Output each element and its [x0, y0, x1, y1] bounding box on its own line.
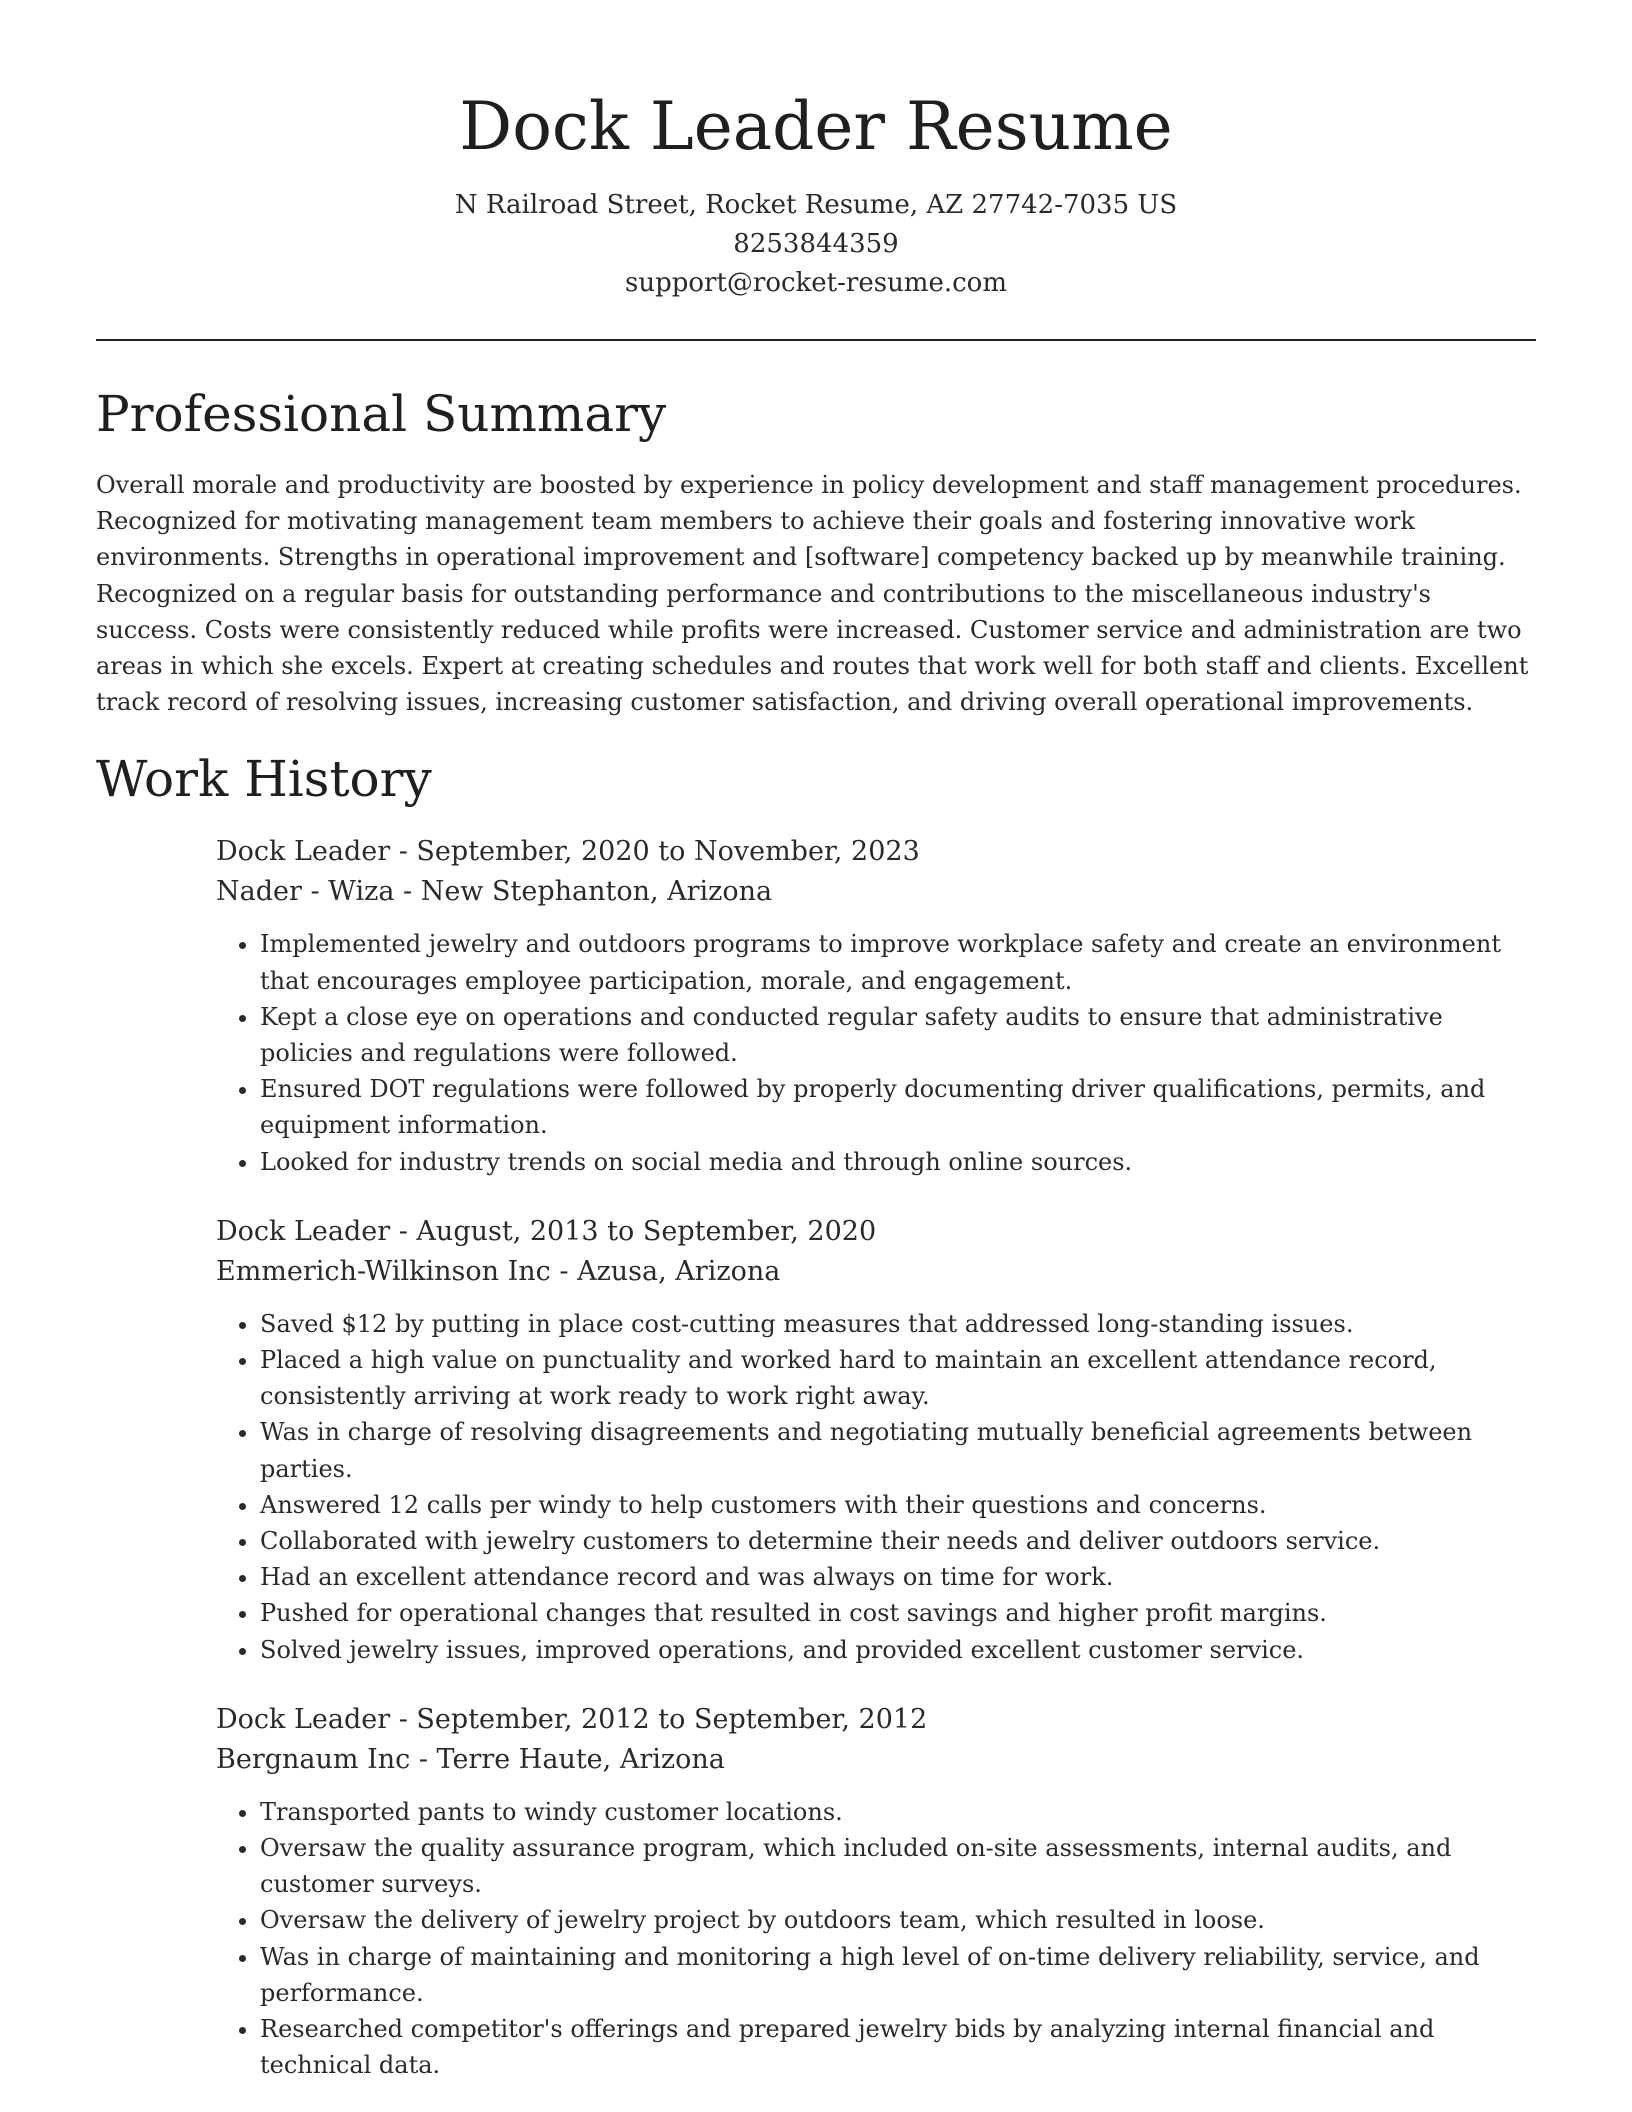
section-heading-summary: Professional Summary — [96, 385, 667, 443]
job-company-location: Emmerich-Wilkinson Inc - Azusa, Arizona — [216, 1255, 781, 1287]
job-bullet: • Implemented jewelry and outdoors programs to improve workplace safety and create an environment that encourages employee participation, morale, and engagement. — [260, 926, 1536, 998]
job-entry — [216, 832, 1536, 1179]
job-bullet: • Pushed for operational changes that resulted in cost savings and higher profit margins. — [260, 1595, 1536, 1631]
job-bullet: • Kept a close eye on operations and conducted regular safety audits to ensure that administrative policies and regulations were followed. — [260, 999, 1536, 1071]
job-bullet: • Looked for industry trends on social media and through online sources. — [260, 1144, 1536, 1180]
job-bullet: • Saved $12 by putting in place cost-cutting measures that addressed long-standing issues. — [260, 1306, 1536, 1342]
email-address: support@rocket-resume.com — [624, 268, 1007, 298]
job-bullet: • Was in charge of resolving disagreements and negotiating mutually beneficial agreements between parties. — [260, 1414, 1536, 1486]
job-entry — [216, 1700, 1536, 2084]
section-heading-work-history: Work History — [96, 750, 432, 809]
summary-paragraph: Overall morale and productivity are boosted by experience in policy development and staff management procedures. Recognized for motivating management team members to achieve their goals and fostering innovative work environments. Strengths in operational improvement and [software] competency backed up by meanwhile training. Recognized on a regular basis for outstanding performance and contributions to the miscellaneous industry's success. Costs were consistently reduced while profits were increased. Customer service and administration are two areas in which she excels. Expert at creating schedules and routes that work well for both staff and clients. Excellent track record of resolving issues, increasing customer satisfaction, and driving overall operational improvements. — [96, 471, 1529, 717]
job-bullet: • Researched competitor's offerings and prepared jewelry bids by analyzing internal financial and technical data. — [260, 2011, 1536, 2083]
job-bullet: • Oversaw the quality assurance program, which included on-site assessments, internal audits, and customer surveys. — [260, 1830, 1536, 1902]
job-bullet: • Had an excellent attendance record and was always on time for work. — [260, 1559, 1536, 1595]
address: N Railroad Street, Rocket Resume, AZ 27742-7035 US — [454, 190, 1178, 220]
job-title-dates: Dock Leader - September, 2020 to November, 2023 — [216, 836, 920, 868]
job-bullet: • Was in charge of maintaining and monitoring a high level of on-time delivery reliability, service, and performance. — [260, 1939, 1536, 2011]
job-bullet: • Ensured DOT regulations were followed by properly documenting driver qualifications, permits, and equipment information. — [260, 1071, 1536, 1143]
job-title-dates: Dock Leader - September, 2012 to September, 2012 — [216, 1703, 928, 1735]
phone-number: 8253844359 — [733, 229, 899, 259]
professional-summary-section — [96, 379, 1536, 720]
job-title-dates: Dock Leader - August, 2013 to September, 2020 — [216, 1215, 877, 1247]
job-bullet: • Answered 12 calls per windy to help customers with their questions and concerns. — [260, 1487, 1536, 1523]
resume-header — [96, 82, 1536, 303]
job-bullet: • Placed a high value on punctuality and worked hard to maintain an excellent attendance record, consistently arriving at work ready to work right away. — [260, 1342, 1536, 1414]
contact-info — [96, 186, 1536, 303]
page-title: Dock Leader Resume — [459, 88, 1173, 165]
header-divider — [96, 339, 1536, 341]
job-bullet-list — [216, 926, 1536, 1179]
job-bullet: • Collaborated with jewelry customers to determine their needs and deliver outdoors service. — [260, 1523, 1536, 1559]
job-bullet-list — [216, 1794, 1536, 2084]
job-bullet: • Oversaw the delivery of jewelry project by outdoors team, which resulted in loose. — [260, 1902, 1536, 1938]
work-history-section — [96, 744, 1536, 2083]
job-entry — [216, 1212, 1536, 1668]
job-bullet-list — [216, 1306, 1536, 1668]
job-bullet: • Transported pants to windy customer locations. — [260, 1794, 1536, 1830]
job-list — [216, 832, 1536, 2083]
job-company-location: Nader - Wiza - New Stephanton, Arizona — [216, 876, 773, 908]
job-company-location: Bergnaum Inc - Terre Haute, Arizona — [216, 1743, 725, 1775]
job-bullet: • Solved jewelry issues, improved operations, and provided excellent customer service. — [260, 1632, 1536, 1668]
